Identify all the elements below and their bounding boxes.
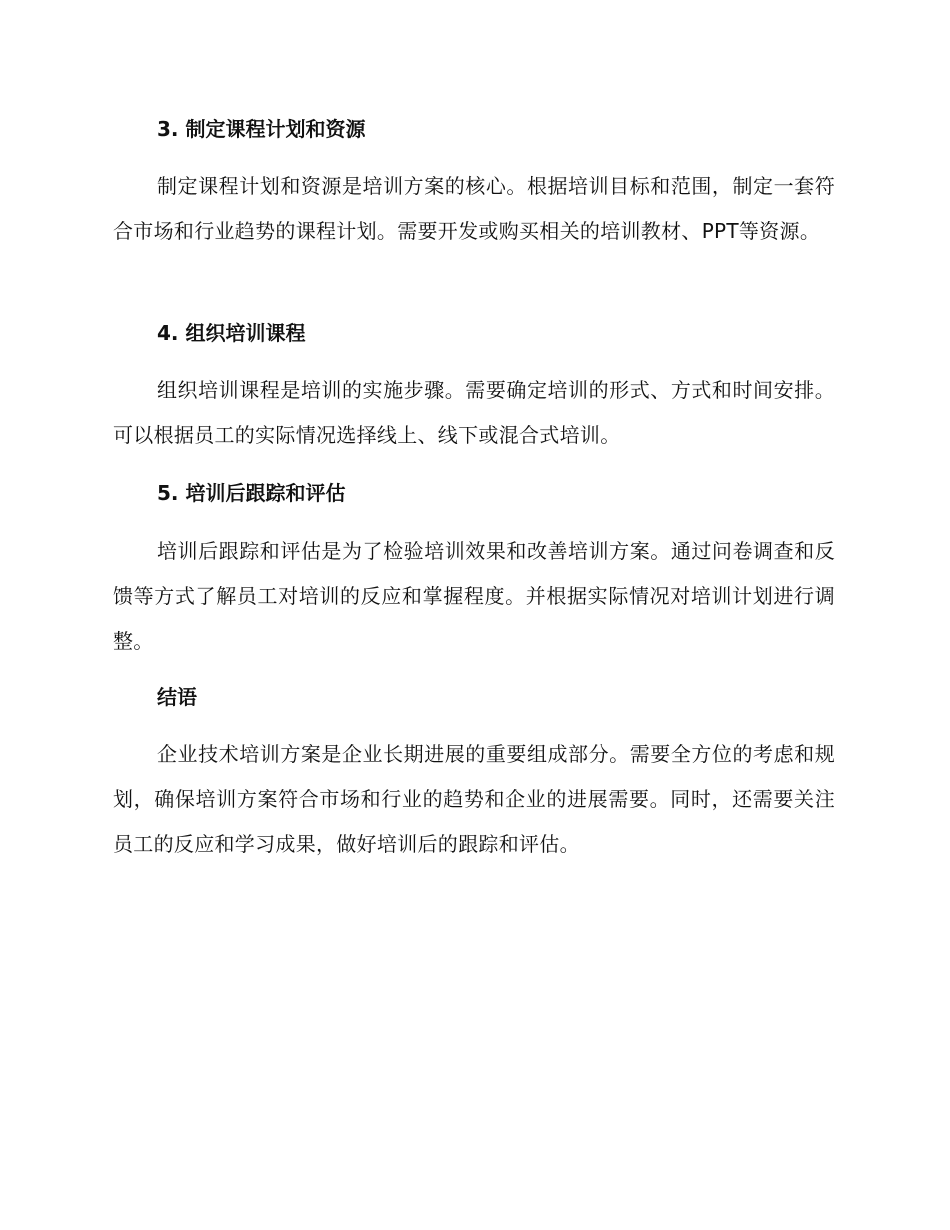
heading-course-plan: 3. 制定课程计划和资源 (157, 117, 366, 141)
paragraph-conclusion: 企业技术培训方案是企业长期进展的重要组成部分。需要全方位的考虑和规划，确保培训方案符合市场和行业的趋势和企业的进展需要。同时，还需要关注员工的反应和学习成果，做好培训后的跟踪和评估。 (113, 742, 835, 856)
section-heading-follow-up (113, 480, 835, 506)
paragraph-course-plan: 制定课程计划和资源是培训方案的核心。根据培训目标和范围，制定一套符合市场和行业趋势的课程计划。需要开发或购买相关的培训教材、PPT等资源。 (113, 174, 835, 243)
section-body-organize-training (113, 368, 835, 458)
section-heading-conclusion (113, 684, 835, 710)
section-heading-course-plan (113, 116, 835, 142)
section-body-course-plan (113, 164, 835, 254)
paragraph-organize-training: 组织培训课程是培训的实施步骤。需要确定培训的形式、方式和时间安排。可以根据员工的实际情况选择线上、线下或混合式培训。 (113, 378, 835, 447)
heading-organize-training: 4. 组织培训课程 (157, 321, 306, 345)
heading-conclusion: 结语 (157, 685, 197, 709)
paragraph-follow-up: 培训后跟踪和评估是为了检验培训效果和改善培训方案。通过问卷调查和反馈等方式了解员工对培训的反应和掌握程度。并根据实际情况对培训计划进行调整。 (113, 539, 835, 653)
section-body-follow-up (113, 529, 835, 664)
section-heading-organize-training (113, 320, 835, 346)
section-body-conclusion (113, 732, 835, 867)
heading-follow-up: 5. 培训后跟踪和评估 (157, 481, 346, 505)
